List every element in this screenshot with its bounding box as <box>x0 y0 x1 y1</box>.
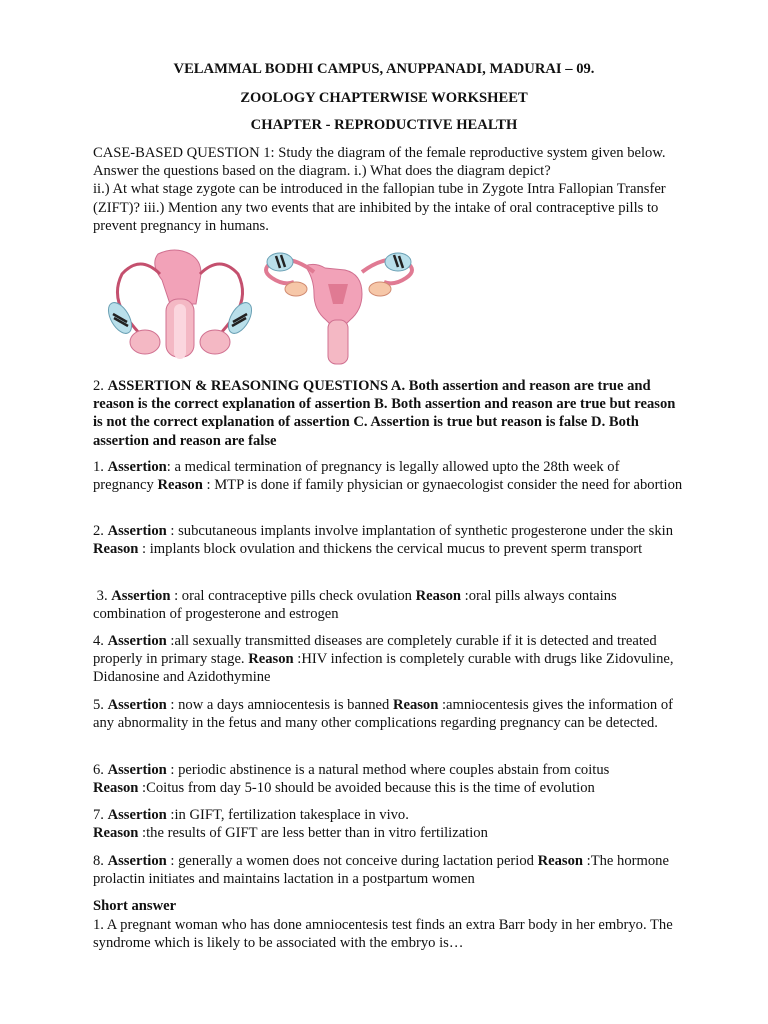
reason-text: : MTP is done if family physician or gynaecologist consider the need for abortion <box>202 477 683 494</box>
chapter-title: CHAPTER - REPRODUCTIVE HEALTH <box>250 117 518 133</box>
school-title: VELAMMAL BODHI CAMPUS, ANUPPANADI, MADURAI – 09. <box>173 61 595 77</box>
reason-text: :Coitus from day 5-10 should be avoided because this is the time of evolution <box>138 780 595 797</box>
assertion-question-5 <box>93 696 683 732</box>
assertion-question-6 <box>93 761 683 797</box>
reason-label: Reason <box>157 477 203 494</box>
question-number: 4. <box>93 633 108 649</box>
short-answer-heading: Short answer <box>93 898 177 914</box>
assertion-text: : subcutaneous implants involve implantation of synthetic progesterone under the skin <box>166 523 674 539</box>
assertion-label: Assertion <box>107 633 167 649</box>
assertion-text: : periodic abstinence is a natural method where couples abstain from coitus <box>166 762 610 778</box>
reason-label: Reason <box>93 780 139 797</box>
assertion-question-8 <box>93 852 683 888</box>
female-reproductive-diagram <box>266 253 412 364</box>
assertion-text: : a medical termination of pregnancy is legally allowed upto the 28th week of pregnancy <box>93 459 620 494</box>
assertion-text: : now a days amniocentesis is banned <box>166 697 393 713</box>
question-number: 8. <box>93 853 108 869</box>
reason-label: Reason <box>537 853 583 869</box>
male-reproductive-diagram <box>104 250 257 359</box>
section-number: 2. <box>93 378 108 394</box>
reproductive-system-diagram <box>100 244 450 366</box>
assertion-reasoning-instructions <box>93 377 683 450</box>
reason-text: :The hormone prolactin initiates and maintains lactation in a postpartum women <box>93 853 669 888</box>
reason-text: :the results of GIFT are less better than in vitro fertilization <box>138 825 488 842</box>
assertion-label: Assertion <box>111 588 171 604</box>
assertion-question-1 <box>93 458 683 494</box>
reason-text: :amniocentesis gives the information of any abnormality in the fetus and many other complications regarding pregnancy can be detected. <box>93 697 674 732</box>
case-based-question <box>93 144 683 235</box>
worksheet-title: ZOOLOGY CHAPTERWISE WORKSHEET <box>240 90 528 106</box>
assertion-text: :all sexually transmitted diseases are completely curable if it is detected and treated properly in primary stage. <box>93 633 657 668</box>
assertion-label: Assertion <box>107 762 167 778</box>
assertion-question-2 <box>93 522 683 558</box>
reason-label: Reason <box>392 697 439 713</box>
question-number: 5. <box>93 697 108 713</box>
assertion-question-3 <box>93 587 683 623</box>
short-answer-question-1: 1. A pregnant woman who has done amniocentesis test finds an extra Barr body in her embryo. The syndrome which is likely to be associated with the embryo is… <box>93 917 673 952</box>
reason-text: : implants block ovulation and thickens the cervical mucus to prevent sperm transport <box>138 541 643 558</box>
reason-label: Reason <box>248 651 294 668</box>
instructions-text: ASSERTION & REASONING QUESTIONS A. Both assertion and reason are true and reason is the correct explanation of assertion B. Both assertion and reason are true but reason is not the correct explanation of assertion C. Assertion is true but reason is false D. Both assertion and reason are false <box>93 378 676 449</box>
question-number: 7. <box>93 807 108 823</box>
assertion-text: : generally a women does not conceive during lactation period <box>166 853 538 869</box>
assertion-label: Assertion <box>107 807 167 823</box>
assertion-text: :in GIFT, fertilization takesplace in vivo. <box>166 807 409 823</box>
case-question-part2: ii.) At what stage zygote can be introduced in the fallopian tube in Zygote Intra Fallopian Transfer (ZIFT)? iii.) Mention any two events that are inhibited by the intake of oral contraceptive pills to prevent pregnancy in humans. <box>93 181 666 234</box>
reason-text: :HIV infection is completely curable with drugs like Zidovuline, Didanosine and Azidothymine <box>93 651 674 686</box>
question-number: 2. <box>93 523 108 539</box>
reason-label: Reason <box>93 825 139 842</box>
assertion-question-4 <box>93 632 683 687</box>
assertion-label: Assertion <box>107 697 167 713</box>
assertion-label: Assertion <box>107 853 167 869</box>
reason-label: Reason <box>415 588 462 604</box>
assertion-label: Assertion <box>107 459 167 475</box>
case-question-part1: CASE-BASED QUESTION 1: Study the diagram of the female reproductive system given below. Answer the questions based on the diagram. i.) What does the diagram depict? <box>93 145 666 180</box>
assertion-label: Assertion <box>107 523 167 539</box>
question-number: 6. <box>93 762 108 778</box>
reason-text: :oral pills always contains combination of progesterone and estrogen <box>93 588 617 623</box>
assertion-text: : oral contraceptive pills check ovulation <box>170 588 416 604</box>
assertion-question-7 <box>93 806 683 842</box>
question-number: 3. <box>93 588 112 604</box>
reason-label: Reason <box>93 541 139 558</box>
question-number: 1. <box>93 459 108 475</box>
